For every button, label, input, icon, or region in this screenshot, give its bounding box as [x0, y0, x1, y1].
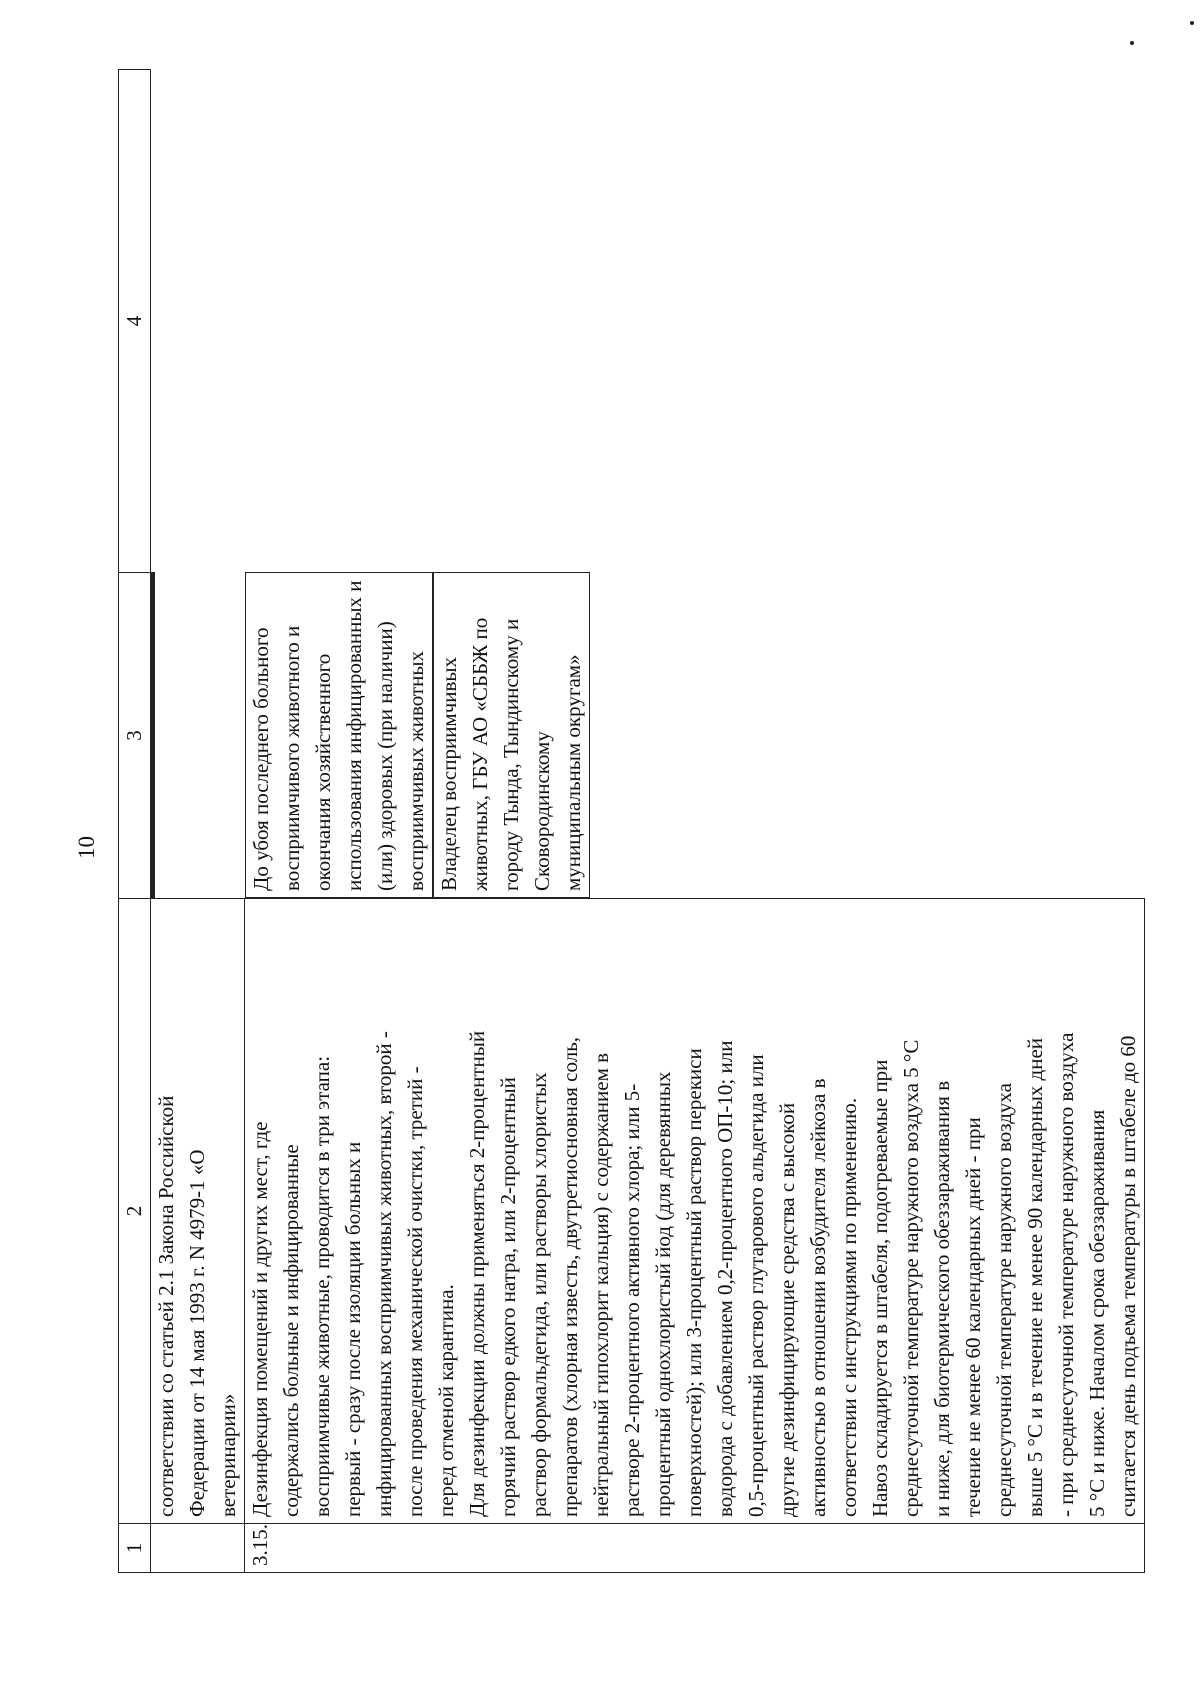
measure-description-cell — [245, 899, 1145, 1524]
table-row — [151, 70, 245, 1573]
measures-table — [118, 69, 1145, 1573]
measure-description-cell — [151, 899, 245, 1524]
table-header-row — [119, 70, 151, 1573]
table-row — [245, 70, 1145, 1573]
column-header-2: 2 — [119, 899, 151, 1524]
measure-paragraph: Для дезинфекции должны применяться 2-процентный горячий раствор едкого натра, или 2-процентный раствор формальдегида, или растворы хлористых препаратов (хлорная известь, двутретиосновная соль, нейтральный гипохлорит кальция) с содержанием в растворе 2-процентного активного хлора; или 5- процентный однохлористый йод (для деревянных поверхностей); или 3-процентный раствор перекиси водорода с добавлением 0,2-процентного ОП-10; или 0,5-процентный раствор глутарового альдегида или другие дезинфицирующие средства с высокой активностью в отношении возбудителя лейкоза в соответствии с инструкциями по применению. — [465, 1030, 861, 1517]
measure-paragraph: соответствии со статьей 2.1 Закона Российской Федерации от 14 мая 1993 г. N 4979-1 «О ветеринарии» — [154, 1095, 240, 1517]
scan-speck — [1130, 41, 1134, 45]
measure-paragraph: Дезинфекция помещений и других мест, где содержались больные и инфицированные восприимчивые животные, проводится в три этапа: первый - сразу после изоляции больных и инфицированных восприимчивых животных, второй - после проведения механической очистки, третий - перед отменой карантина. — [248, 1031, 458, 1517]
row-number-cell: 3.15. — [245, 1524, 1145, 1573]
column-header-1: 1 — [119, 1524, 151, 1573]
column-header-4: 4 — [119, 70, 151, 573]
page-number: 10 — [74, 836, 99, 859]
scan-speck — [1190, 21, 1194, 25]
row-number-cell — [151, 1524, 245, 1573]
measure-paragraph: Навоз складируется в штабеля, подогреваемые при среднесуточной температуре наружного воздуха 5 °С и ниже, для биотермического обеззараживания в течение не менее 60 календарных дней - при среднесуточной температуре наружного воздуха выше 5 °С и в течение не менее 90 календарных дней - при среднесуточной температуре наружного воздуха 5 °С и ниже. Началом срока обеззараживания считается день подъема температуры в штабеле до 60 — [868, 1032, 1140, 1517]
column-header-3: 3 — [119, 573, 151, 899]
responsible-cell — [153, 573, 155, 899]
deadline-cell: До убоя последнего больного восприимчивого животного и окончания хозяйственного использования инфицированных и (или) здоровых (при наличии) восприимчивых животных — [245, 573, 433, 899]
responsible-cell: Владелец восприимчивых животных, ГБУ АО «СББЖ по городу Тында, Тындинскому и Сковородинскому муниципальным округам» — [433, 573, 590, 899]
